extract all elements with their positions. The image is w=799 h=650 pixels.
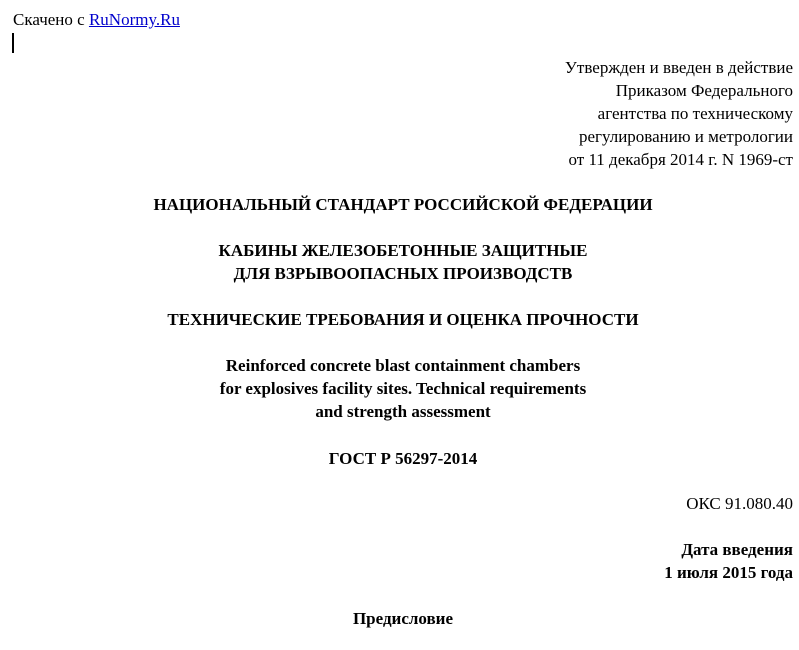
downloaded-from-line xyxy=(13,8,180,31)
standard-subtitle: ТЕХНИЧЕСКИЕ ТРЕБОВАНИЯ И ОЦЕНКА ПРОЧНОСТИ xyxy=(167,310,639,329)
english-title-line-2: for explosives facility sites. Technical requirements xyxy=(219,379,587,398)
standard-name-line-1: КАБИНЫ ЖЕЛЕЗОБЕТОННЫЕ ЗАЩИТНЫЕ xyxy=(218,241,588,260)
oks-code: ОКС 91.080.40 xyxy=(686,494,793,513)
english-title-line-1: Reinforced concrete blast containment chambers xyxy=(225,356,581,375)
approval-line-4: регулированию и метрологии xyxy=(578,127,793,146)
standard-name-line-2: ДЛЯ ВЗРЫВООПАСНЫХ ПРОИЗВОДСТВ xyxy=(233,264,573,283)
standard-code: ГОСТ Р 56297-2014 xyxy=(328,449,478,468)
approval-line-5: от 11 декабря 2014 г. N 1969-ст xyxy=(568,150,793,169)
intro-date-label: Дата введения xyxy=(681,540,793,559)
runormy-link[interactable]: RuNormy.Ru xyxy=(88,10,180,29)
foreword-heading: Предисловие xyxy=(352,609,454,628)
text-cursor xyxy=(12,33,14,53)
approval-line-3: агентства по техническому xyxy=(597,104,793,123)
english-title-line-3: and strength assessment xyxy=(315,402,491,421)
intro-date-value: 1 июля 2015 года xyxy=(664,563,793,582)
downloaded-prefix: Скачено с xyxy=(13,10,85,29)
approval-line-1: Утвержден и введен в действие xyxy=(564,58,793,77)
standard-type-heading: НАЦИОНАЛЬНЫЙ СТАНДАРТ РОССИЙСКОЙ ФЕДЕРАЦИИ xyxy=(153,195,653,214)
approval-line-2: Приказом Федерального xyxy=(615,81,793,100)
